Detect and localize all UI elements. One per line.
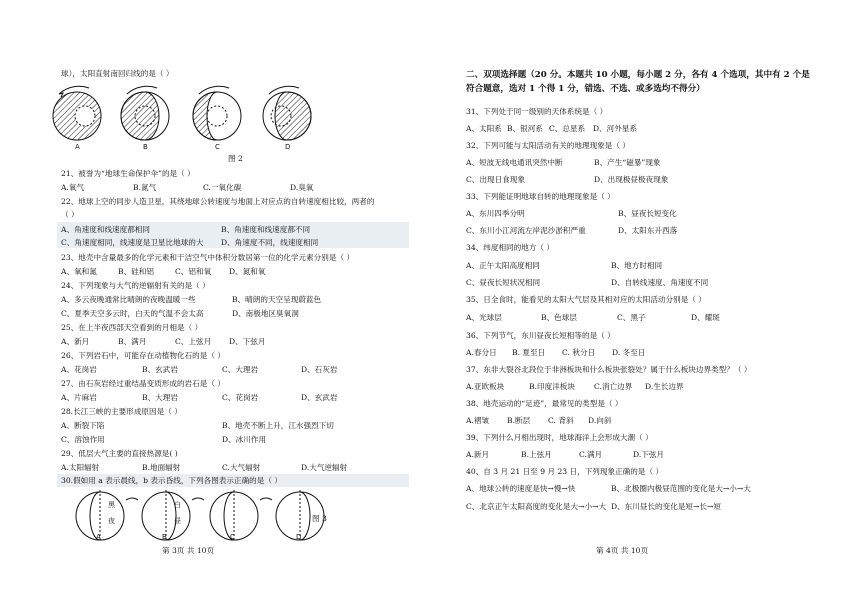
fig2-globe-a (53, 86, 101, 140)
q32-option-a: A、短波无线电通讯突然中断 (466, 158, 563, 167)
fig3-globe-b (142, 490, 204, 542)
q40-option-a: A、地球公转的速度是快→慢→快 (466, 484, 576, 493)
section-title-line1: 二、双项选择题（20 分。本题共 10 小题，每小题 2 分，各有 4 个选项，其中有 2 个是 (466, 70, 810, 80)
fig3-word-b2: 昼 (174, 517, 181, 525)
q23-option-c: C、铝和氧 (175, 267, 212, 276)
q37-option-c: C.消亡边界 (594, 382, 633, 391)
q23-option-a: A、氧和氮 (61, 267, 97, 276)
q34-option-a: A、正午太阳高度相同 (466, 261, 540, 270)
q21-stem: 21、被誉为“地球生命保护伞”的是（ ） (61, 169, 195, 178)
fig2-label-a: A (75, 143, 80, 151)
q21-option-d: D.臭氧 (290, 183, 314, 192)
q34-stem: 34、纬度相同的地方（ ） (466, 243, 555, 252)
q25-option-b: B、满月 (118, 337, 147, 346)
q35-option-d: D、耀斑 (691, 313, 720, 322)
q32-option-d: D、出现极昼极夜现象 (594, 175, 669, 184)
q26-option-b: B、玄武岩 (142, 365, 178, 374)
fig3-globe-c (210, 490, 272, 542)
q38-option-a: A.褶皱 (466, 416, 490, 425)
right-page-footer: 第 4页 共 10页 (596, 546, 649, 555)
q25-option-d: D、下弦月 (229, 337, 266, 346)
q29-option-c: C.大气辐射 (222, 463, 261, 472)
q31-option-d: D、河外星系 (593, 124, 638, 133)
fig3-word-a1: 黑 (108, 501, 115, 509)
q27-option-a: A、片麻岩 (61, 393, 97, 402)
fig3-label-b: B (162, 533, 167, 541)
q25-option-a: A、新月 (61, 337, 90, 346)
q31-option-a: A、太阳系 (466, 124, 502, 133)
fig2-globe-c (193, 86, 241, 140)
q22-option-a: A、角速度和线速度都相同 (61, 225, 151, 234)
q28-stem: 28.长江三峡的主要形成原因是（ ） (61, 407, 182, 416)
q39-option-a: A.新月 (466, 450, 490, 459)
q31-option-c: C、总星系 (549, 124, 586, 133)
q38-option-c: C. 背斜 (548, 416, 574, 425)
q33-option-b: B、昼夜长短变化 (618, 209, 677, 218)
q38-option-b: B.断层 (507, 416, 531, 425)
q27-option-c: C、花岗岩 (222, 393, 259, 402)
q37-stem: 37、东非大裂谷北段位于非洲板块和什么板块张裂处？属于什么板块边界类型？（ ） (466, 365, 752, 374)
q31-option-b: B、银河系 (507, 124, 543, 133)
fig3-label-d: D (296, 533, 302, 541)
q33-option-d: D、太阳东升西落 (618, 226, 678, 235)
q32-option-c: C、出现日食现象 (466, 175, 525, 184)
q40-stem: 40、自 3 月 21 日至 9 月 23 日，下列现象正确的是（ ） (466, 467, 664, 476)
q35-option-a: A、光球层 (466, 313, 502, 322)
q39-option-d: D.下弦月 (633, 450, 665, 459)
q23-option-b: B、硅和铝 (118, 267, 154, 276)
q36-option-b: B. 夏至日 (512, 348, 546, 357)
q21-option-a: A.氧气 (61, 183, 85, 192)
q39-option-b: B.上弦月 (521, 450, 552, 459)
q21-option-c: C.一氧化碳 (203, 183, 242, 192)
q36-stem: 36、下列节气，东川昼夜长短相等的是（ ） (466, 331, 615, 340)
q21-option-b: B.氮气 (133, 183, 157, 192)
fig3-caption: 图 3 (312, 514, 327, 523)
q36-option-d: D. 冬至日 (612, 348, 646, 357)
left-page-footer: 第 3页 共 10页 (162, 546, 215, 555)
q29-option-d: D.大气逆辐射 (301, 463, 348, 472)
fig2-label-c: C (215, 143, 220, 151)
q25-stem: 25、在上半夜西部天空看到的月相是（ ） (61, 323, 203, 332)
fig2-label-b: B (143, 143, 148, 151)
q36-option-c: C. 秋分日 (562, 348, 596, 357)
q26-option-d: D、石灰岩 (301, 365, 338, 374)
q35-stem: 35、日全食时，能看见的太阳大气层及其相对应的太阳活动分别是（ ） (466, 295, 706, 304)
q40-option-d: D、东川昼长的变化是短→长→短 (611, 502, 721, 511)
q39-stem: 39、下列什么月相出现时，地球海洋上会形成大潮（ ） (466, 433, 653, 442)
q32-option-b: B、产生“磁暴”现象 (594, 158, 661, 167)
q28-option-d: D、冰川作用 (222, 435, 267, 444)
q37-option-d: D.生长边界 (645, 382, 684, 391)
q33-option-c: C、东川小江河流左岸泥沙淤积严重 (466, 226, 586, 235)
q34-option-b: B、地方时相同 (611, 261, 663, 270)
q29-stem: 29、低层大气主要的直接热源是( ) (61, 449, 178, 458)
fig3-word-b1: 白 (174, 501, 181, 509)
q28-option-b: B、地壳不断上升，江水强烈下切 (222, 421, 334, 430)
fig3-word-a2: 夜 (108, 517, 115, 525)
fig3-label-c: C (230, 533, 235, 541)
q24-option-c: C、夏季天空多云时，白天的气温不会太高 (61, 309, 204, 318)
q24-option-b: B、晴朗的天空呈现蔚蓝色 (232, 295, 322, 304)
q27-option-b: B、大理岩 (142, 393, 178, 402)
q36-option-a: A.春分日 (466, 348, 497, 357)
q22-option-b: B、角速度和线速度都不同 (221, 225, 311, 234)
q27-option-d: D、玄武岩 (301, 393, 338, 402)
q23-option-d: D、氮和氧 (229, 267, 266, 276)
q35-option-b: B、色球层 (541, 313, 577, 322)
q24-option-d: D、南极地区臭氧洞 (232, 309, 299, 318)
q37-option-a: A.亚欧板块 (466, 382, 505, 391)
q35-option-c: C、黑子 (617, 313, 646, 322)
fig3-globe-a (76, 490, 138, 542)
q22-stem-line1: 22、地球上空的同步人造卫星，其绕地球公转速度与地面上对应点的自转速度相比较，两者的 (61, 197, 375, 206)
q32-stem: 32、下列可能与太阳活动有关的地理现象是（ ） (466, 141, 630, 150)
fig3-label-a: A (96, 533, 101, 541)
q34-option-d: D、自转线速度、角速度不同 (611, 278, 709, 287)
q25-option-c: C、上弦月 (175, 337, 212, 346)
q33-stem: 33、下列能证明地球自转的地理现象是（ ） (466, 192, 615, 201)
section-title-line2: 符合题意，选对 1 个得 1 分，错选、不选、或多选均不得分） (466, 84, 705, 94)
q24-stem: 24、下列现象与大气的逆辐射有关的是（ ） (61, 281, 210, 290)
q22-stem-line2: （ ） (61, 210, 79, 219)
q40-option-b: B、北极圈内极昼范围的变化是大→小→大 (611, 484, 751, 493)
q26-option-c: C、大理岩 (222, 365, 259, 374)
q29-option-b: B.地面辐射 (142, 463, 181, 472)
intro-line: 球），太阳直射南回归线的是（ ） (61, 69, 174, 78)
figure-2-diagram (45, 76, 325, 156)
q28-option-c: C、溶蚀作用 (61, 435, 105, 444)
q24-option-a: A、多云夜晚通常比晴朗的夜晚温暖一些 (61, 295, 196, 304)
q26-stem: 26、下列岩石中，可能存在动植物化石的是（ ） (61, 351, 225, 360)
fig2-caption: 图 2 (228, 154, 243, 163)
q38-stem: 38、地壳运动的“足迹”，最常见的类型是（ ） (466, 399, 623, 408)
q28-option-a: A、断裂下陷 (61, 421, 105, 430)
q34-option-c: C、昼夜长短状况相同 (466, 278, 541, 287)
q22-option-d: D、角速度不同，线速度相同 (221, 238, 319, 247)
q31-stem: 31、下列处于同一级别的天体系统是（ ） (466, 107, 608, 116)
q27-stem: 27、由石灰岩经过重结晶变质形成的岩石是（ ） (61, 379, 225, 388)
fig2-globe-b (121, 86, 169, 140)
q39-option-c: C.满月 (579, 450, 603, 459)
q29-option-a: A.太阳辐射 (61, 463, 100, 472)
q22-option-c: C、角速度相同，线速度是卫星比地球的大 (61, 238, 204, 247)
q37-option-b: B.印度洋板块 (529, 382, 575, 391)
q38-option-d: D.向斜 (588, 416, 612, 425)
q23-stem: 23、地壳中含量最多的化学元素和干洁空气中体积分数居第一位的化学元素分别是（ ） (61, 253, 355, 262)
fig2-label-d: D (285, 143, 291, 151)
q33-option-a: A、东川四季分明 (466, 209, 525, 218)
q26-option-a: A、花岗岩 (61, 365, 97, 374)
q40-option-c: C、北京正午太阳高度的变化是大→小→大 (466, 502, 607, 511)
fig2-globe-d (263, 86, 311, 140)
q30-stem: 30.假如用 a 表示晨线，b 表示昏线，下列各图表示正确的是（ ） (61, 476, 282, 485)
